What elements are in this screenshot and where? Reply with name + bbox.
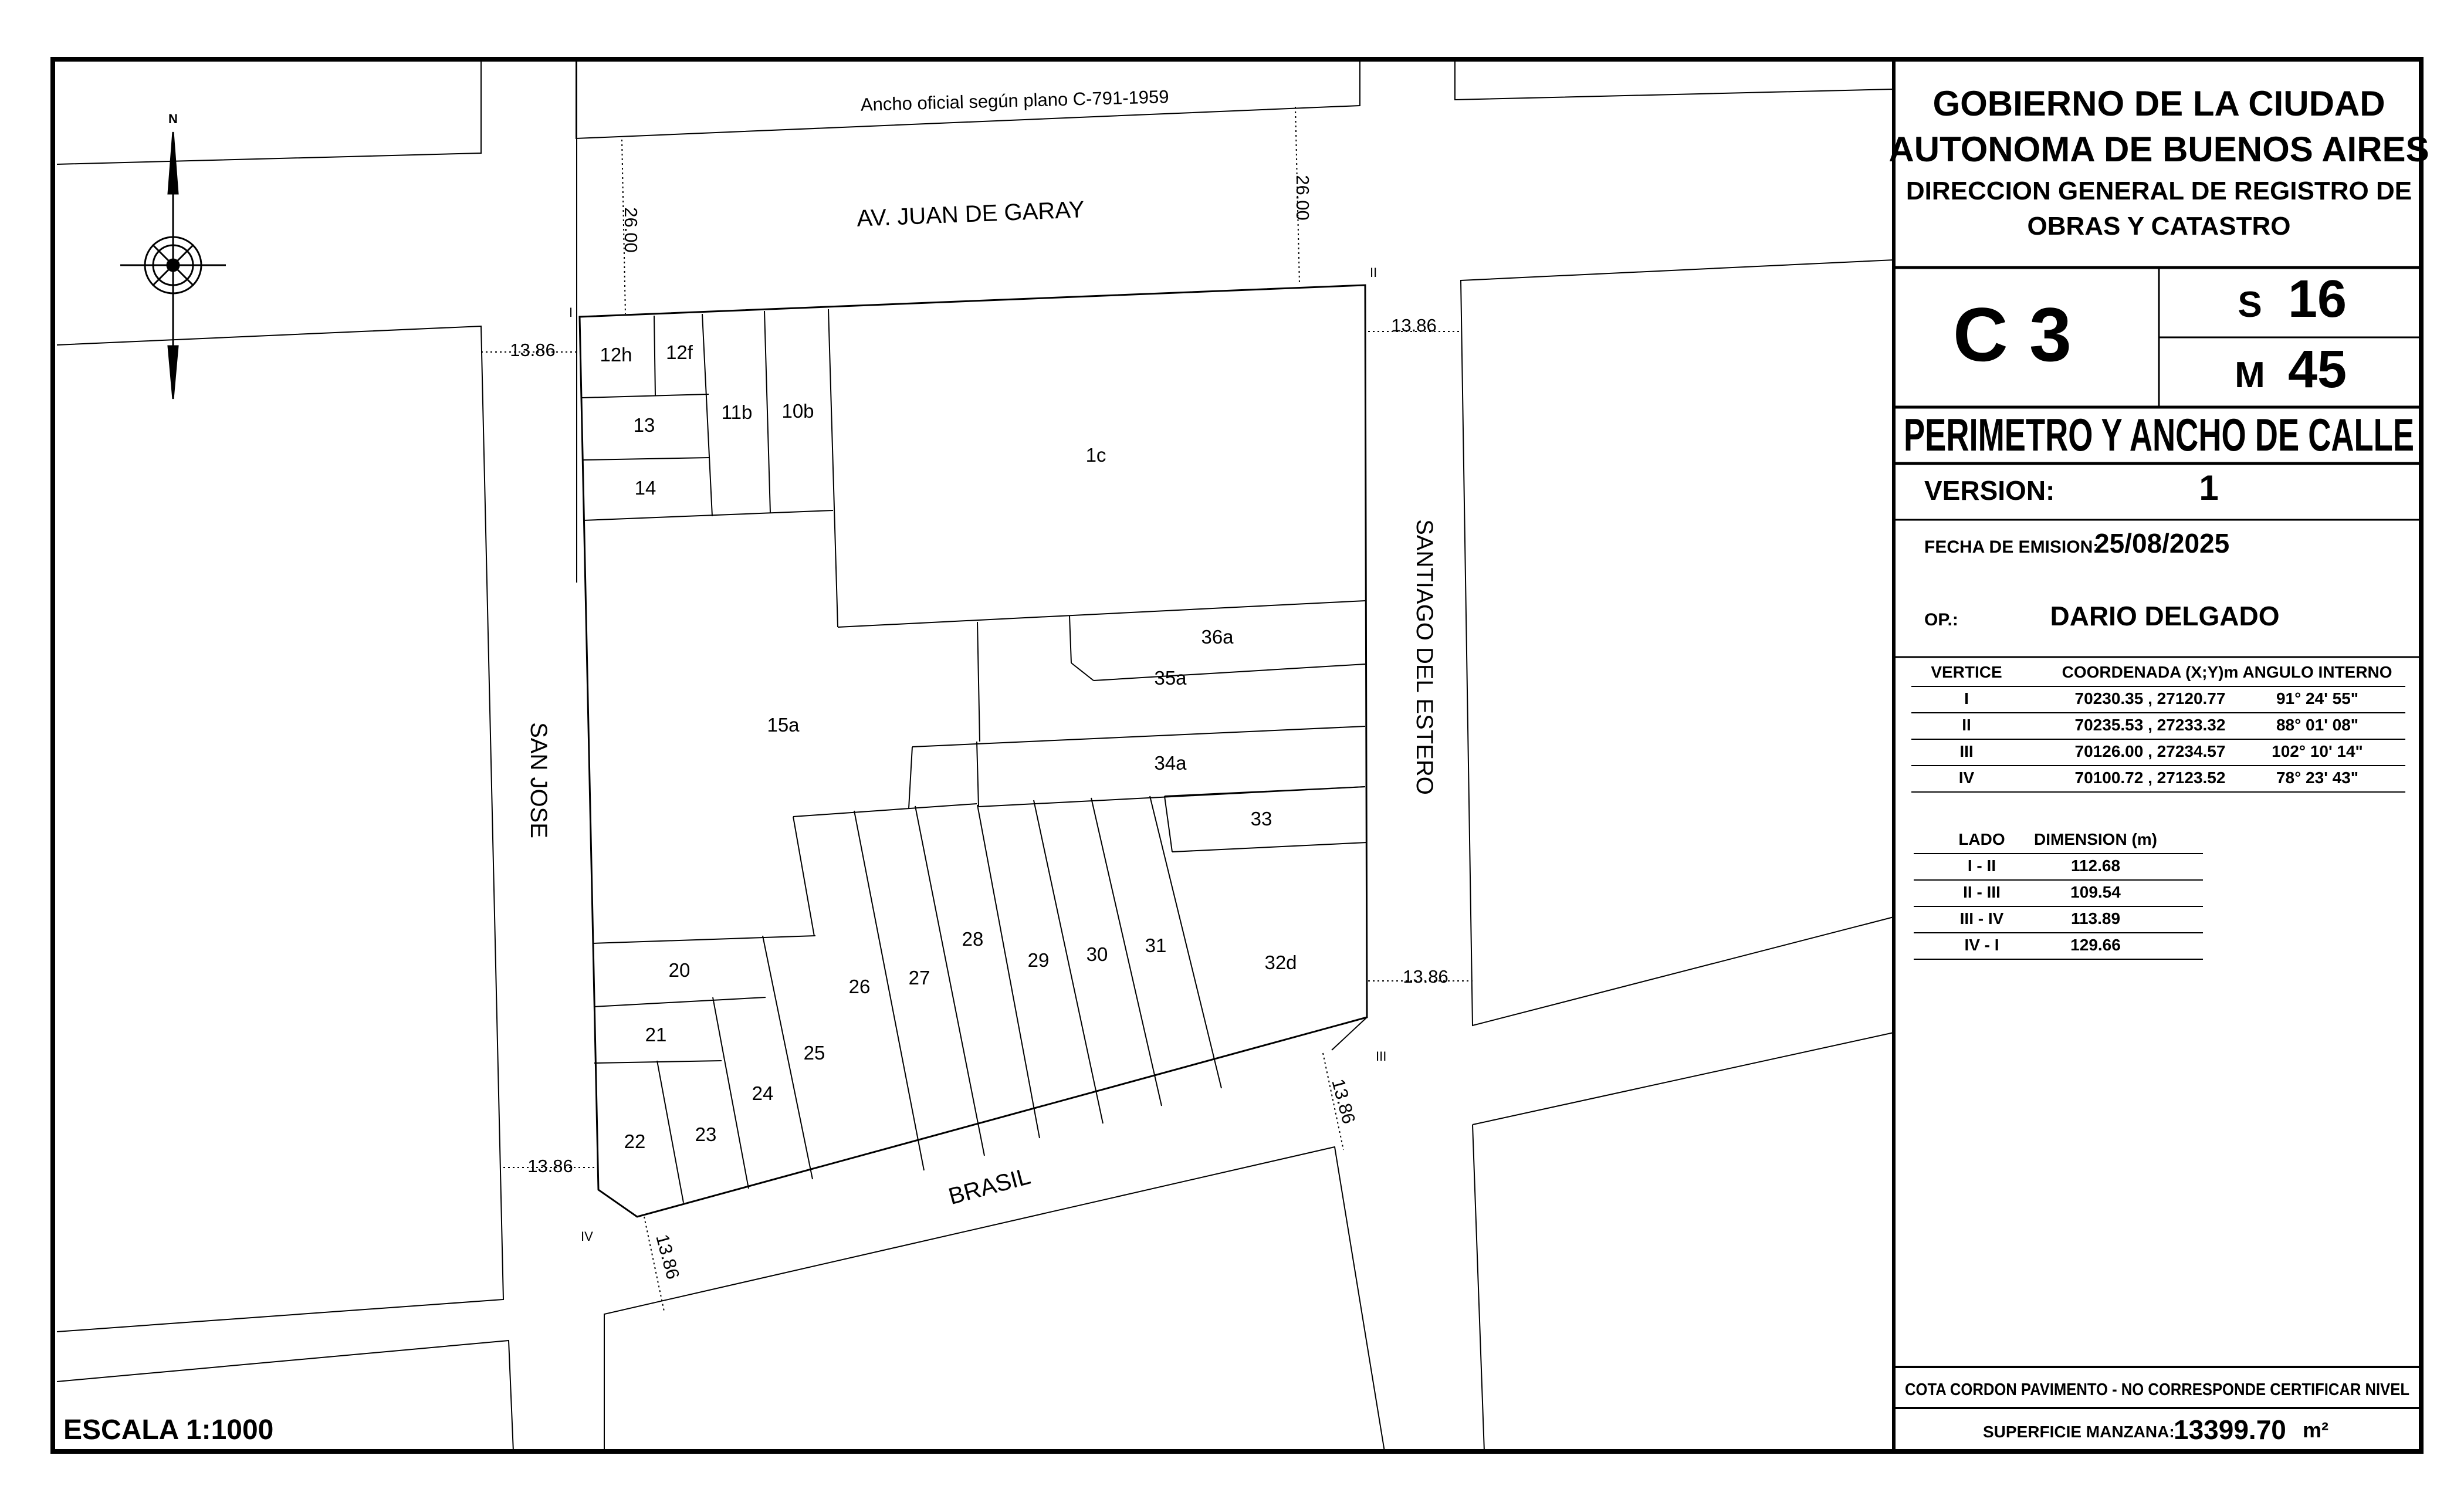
parcelas	[600, 341, 1297, 1152]
fecha-label: FECHA DE EMISION:	[1924, 537, 2099, 557]
manzana-vecina-ne	[1455, 59, 1894, 100]
header-line3: DIRECCION GENERAL DE REGISTRO DE	[1905, 177, 2412, 205]
calle-norte: AV. JUAN DE GARAY	[856, 197, 1085, 232]
td-dimension: 129.66	[2070, 936, 2121, 954]
calle-borde-se	[1473, 1125, 1484, 1451]
ancho-norte-b: 26.00	[1292, 175, 1313, 221]
ancho-oeste-b: 13.86	[527, 1156, 573, 1176]
seccion-value: 16	[2287, 270, 2347, 329]
td-angulo: 102° 10' 14"	[2272, 742, 2363, 760]
north-arrow-icon	[120, 132, 226, 399]
td-vertice: III	[1959, 742, 1974, 760]
superficie-unidad: m²	[2303, 1418, 2328, 1442]
parcela-label: 1c	[1085, 444, 1106, 466]
parcela-label: 28	[962, 928, 984, 950]
vertice-iii: III	[1376, 1049, 1387, 1064]
parcela-label: 31	[1145, 935, 1167, 956]
td-lado: III - IV	[1959, 909, 2004, 928]
parcela-label: 33	[1250, 808, 1272, 830]
td-angulo: 88° 01' 08"	[2276, 716, 2359, 734]
parcela-label: 27	[908, 967, 930, 989]
manzana-vecina-no	[57, 59, 481, 164]
op-label: OP.:	[1924, 610, 1958, 629]
parcela-label: 25	[803, 1042, 825, 1064]
td-lado: II - III	[1963, 883, 2001, 901]
seccion-label: S	[2238, 285, 2262, 325]
parcela-label: 36a	[1201, 626, 1234, 648]
td-dimension: 113.89	[2070, 909, 2121, 928]
parcela-label: 10b	[781, 400, 814, 422]
th-angulo: ANGULO INTERNO	[2242, 663, 2392, 681]
area-mapa	[57, 59, 1894, 1451]
parcela-label: 12f	[666, 341, 693, 363]
parcela-label: 35a	[1154, 667, 1187, 689]
cota-cordon: COTA CORDON PAVIMENTO - NO CORRESPONDE CERTIFICAR NIVEL	[1905, 1380, 2409, 1399]
parcela-label: 11b	[721, 401, 753, 423]
td-vertice: I	[1964, 689, 1969, 708]
td-dimension: 109.54	[2070, 883, 2121, 901]
vertice-iv: IV	[581, 1229, 593, 1244]
nota-ancho-oficial: Ancho oficial según plano C-791-1959	[860, 86, 1169, 115]
parcela-label: 15a	[767, 714, 800, 736]
tabla-vertices	[1911, 663, 2405, 792]
td-coordenada: 70230.35 , 27120.77	[2074, 689, 2226, 708]
header-line2: AUTONOMA DE BUENOS AIRES	[1888, 130, 2429, 169]
ancho-oeste-a: 13.86	[510, 340, 556, 360]
version-label: VERSION:	[1924, 475, 2055, 506]
td-dimension: 112.68	[2070, 857, 2121, 875]
calle-sur: BRASIL	[946, 1163, 1034, 1210]
ancho-sur-a: 13.86	[1328, 1077, 1360, 1126]
parcela-label: 13	[633, 414, 655, 436]
escala-label: ESCALA 1:1000	[63, 1414, 274, 1446]
vertice-ii: II	[1370, 265, 1377, 280]
titulo-plano: PERIMETRO Y ANCHO DE CALLE	[1904, 409, 2414, 461]
calle-este: SANTIAGO DEL ESTERO	[1412, 519, 1437, 795]
td-vertice: IV	[1958, 769, 1975, 787]
header-line4: OBRAS Y CATASTRO	[2027, 212, 2291, 241]
td-vertice: II	[1962, 716, 1971, 734]
parcela-label: 12h	[600, 344, 632, 365]
circunscripcion: C 3	[1952, 292, 2072, 377]
manzana-label: M	[2235, 355, 2265, 395]
td-lado: I - II	[1967, 857, 1996, 875]
parcela-label: 34a	[1154, 752, 1187, 774]
parcela-label: 21	[645, 1024, 667, 1045]
op-value: DARIO DELGADO	[2050, 601, 2280, 631]
manzana-perimetro	[580, 285, 1367, 1217]
parcela-label: 23	[695, 1123, 717, 1145]
cajetin	[1888, 84, 2429, 1445]
superficie-value: 13399.70	[2174, 1414, 2286, 1445]
manzana-value: 45	[2287, 340, 2347, 399]
th-dimension: DIMENSION (m)	[2034, 830, 2157, 848]
version-value: 1	[2199, 468, 2219, 507]
header-line1: GOBIERNO DE LA CIUDAD	[1932, 84, 2385, 123]
ancho-norte-a: 26.00	[621, 207, 641, 253]
fecha-value: 25/08/2025	[2094, 528, 2230, 559]
td-coordenada: 70100.72 , 27123.52	[2074, 769, 2226, 787]
superficie-label: SUPERFICIE MANZANA:	[1983, 1423, 2175, 1441]
parcela-label: 20	[668, 959, 691, 981]
ancho-este-b: 13.86	[1403, 966, 1448, 987]
ancho-sur-b: 13.86	[652, 1232, 684, 1282]
td-coordenada: 70235.53 , 27233.32	[2074, 716, 2226, 734]
th-coordenada: COORDENADA (X;Y)m	[2062, 663, 2239, 681]
td-angulo: 91° 24' 55"	[2276, 689, 2359, 708]
vertice-i: I	[569, 305, 573, 320]
parcela-label: 22	[624, 1131, 646, 1152]
parcela-label: 30	[1086, 943, 1108, 965]
parcela-label: 32d	[1264, 952, 1297, 973]
ancho-este-a: 13.86	[1391, 315, 1437, 336]
parcela-label: 26	[848, 976, 871, 997]
calle-oeste: SAN JOSE	[526, 722, 551, 838]
manzana-vecina-e	[1461, 260, 1894, 1025]
manzana-vecina-o	[57, 326, 503, 1332]
td-lado: IV - I	[1964, 936, 1999, 954]
tabla-lados	[1914, 830, 2203, 959]
parcela-label: 24	[752, 1082, 774, 1104]
th-lado: LADO	[1958, 830, 2005, 848]
td-coordenada: 70126.00 , 27234.57	[2074, 742, 2226, 760]
north-label: N	[168, 111, 178, 126]
parcela-label: 14	[634, 477, 656, 499]
td-angulo: 78° 23' 43"	[2276, 769, 2359, 787]
th-vertice: VERTICE	[1931, 663, 2002, 681]
parcela-label: 29	[1027, 949, 1050, 971]
manzana-vecina-se	[1473, 1033, 1894, 1125]
